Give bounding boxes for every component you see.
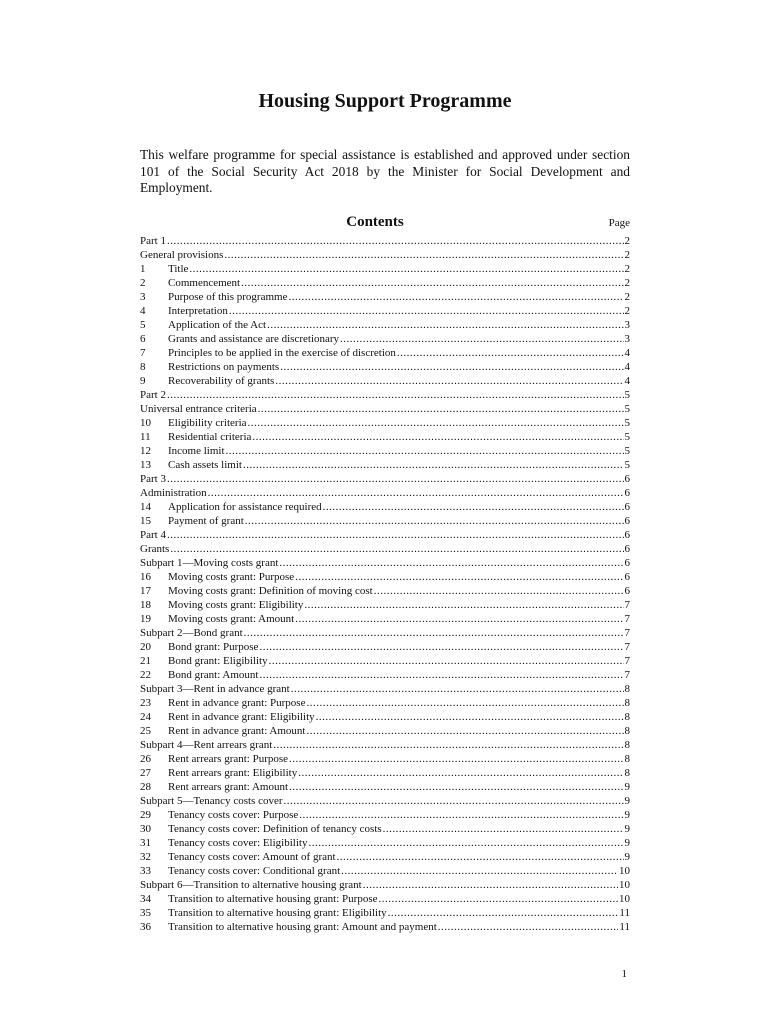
toc-entry-number: 31 bbox=[140, 837, 151, 849]
toc-entry[interactable] bbox=[140, 640, 630, 654]
toc-dot-leader bbox=[229, 304, 624, 318]
toc-entry-page: 6 bbox=[624, 571, 630, 583]
toc-dot-leader bbox=[167, 388, 624, 402]
toc-entry[interactable] bbox=[140, 794, 630, 808]
toc-entry-number: 10 bbox=[140, 417, 151, 429]
toc-entry[interactable] bbox=[140, 710, 630, 724]
toc-entry-title: Part 1 bbox=[140, 235, 166, 247]
toc-entry-title: Interpretation bbox=[168, 305, 228, 317]
toc-dot-leader bbox=[397, 346, 624, 360]
toc-entry[interactable] bbox=[140, 402, 630, 416]
toc-entry-page: 2 bbox=[624, 235, 630, 247]
toc-entry-page: 5 bbox=[624, 445, 630, 457]
toc-entry-title: Bond grant: Eligibility bbox=[168, 655, 268, 667]
toc-entry-title: Commencement bbox=[168, 277, 241, 289]
toc-entry-title: Part 2 bbox=[140, 389, 166, 401]
toc-dot-leader bbox=[259, 668, 623, 682]
toc-entry-page: 6 bbox=[624, 585, 630, 597]
toc-entry-page: 5 bbox=[624, 389, 630, 401]
toc-entry[interactable] bbox=[140, 346, 630, 360]
toc-entry-title: Subpart 6—Transition to alternative housing grant bbox=[140, 879, 362, 891]
toc-entry-title: Moving costs grant: Eligibility bbox=[168, 599, 304, 611]
toc-entry-number: 4 bbox=[140, 305, 146, 317]
toc-entry-title: Moving costs grant: Purpose bbox=[168, 571, 295, 583]
toc-dot-leader bbox=[269, 654, 624, 668]
toc-dot-leader bbox=[167, 472, 624, 486]
toc-entry-page: 6 bbox=[624, 529, 630, 541]
toc-entry[interactable] bbox=[140, 304, 630, 318]
toc-dot-leader bbox=[340, 332, 623, 346]
toc-entry-page: 11 bbox=[619, 921, 630, 933]
toc-dot-leader bbox=[363, 878, 618, 892]
toc-entry-title: Rent arrears grant: Purpose bbox=[168, 753, 289, 765]
toc-entry-page: 2 bbox=[624, 291, 630, 303]
toc-dot-leader bbox=[383, 822, 624, 836]
toc-entry-page: 10 bbox=[619, 879, 630, 891]
toc-entry-page: 6 bbox=[624, 543, 630, 555]
toc-entry-page: 2 bbox=[624, 263, 630, 275]
toc-dot-leader bbox=[243, 458, 624, 472]
page-number: 1 bbox=[621, 968, 627, 980]
toc-entry-title: Rent arrears grant: Amount bbox=[168, 781, 289, 793]
toc-entry-number: 5 bbox=[140, 319, 146, 331]
toc-entry-page: 2 bbox=[624, 277, 630, 289]
toc-dot-leader bbox=[374, 584, 624, 598]
toc-entry-title: Tenancy costs cover: Purpose bbox=[168, 809, 299, 821]
toc-entry[interactable] bbox=[140, 528, 630, 542]
toc-entry-number: 2 bbox=[140, 277, 146, 289]
toc-entry-number: 17 bbox=[140, 585, 151, 597]
toc-entry[interactable] bbox=[140, 332, 630, 346]
toc-entry-title: Part 3 bbox=[140, 473, 166, 485]
toc-entry-title: Subpart 4—Rent arrears grant bbox=[140, 739, 273, 751]
toc-entry-number: 9 bbox=[140, 375, 146, 387]
toc-dot-leader bbox=[273, 738, 623, 752]
toc-entry[interactable] bbox=[140, 276, 630, 290]
toc-entry-title: Purpose of this programme bbox=[168, 291, 288, 303]
toc-entry-title: Recoverability of grants bbox=[168, 375, 275, 387]
toc-entry-number: 32 bbox=[140, 851, 151, 863]
toc-entry-number: 18 bbox=[140, 599, 151, 611]
toc-entry[interactable] bbox=[140, 864, 630, 878]
toc-entry-page: 6 bbox=[624, 473, 630, 485]
toc-entry-number: 8 bbox=[140, 361, 146, 373]
toc-entry[interactable] bbox=[140, 458, 630, 472]
toc-entry[interactable] bbox=[140, 878, 630, 892]
toc-entry-number: 12 bbox=[140, 445, 151, 457]
toc-dot-leader bbox=[226, 444, 624, 458]
toc-dot-leader bbox=[189, 262, 623, 276]
toc-entry[interactable] bbox=[140, 892, 630, 906]
toc-entry[interactable] bbox=[140, 612, 630, 626]
toc-entry[interactable] bbox=[140, 570, 630, 584]
toc-entry-title: Payment of grant bbox=[168, 515, 244, 527]
toc-entry-page: 9 bbox=[624, 851, 630, 863]
toc-entry[interactable] bbox=[140, 738, 630, 752]
toc-entry[interactable] bbox=[140, 556, 630, 570]
toc-entry-page: 8 bbox=[624, 753, 630, 765]
contents-title: Contents bbox=[346, 214, 404, 230]
toc-entry-page: 4 bbox=[624, 347, 630, 359]
toc-entry-title: Subpart 3—Rent in advance grant bbox=[140, 683, 290, 695]
toc-entry-title: Transition to alternative housing grant: Eligibility bbox=[168, 907, 387, 919]
toc-entry[interactable] bbox=[140, 318, 630, 332]
toc-entry-title: Application of the Act bbox=[168, 319, 267, 331]
toc-entry-title: Tenancy costs cover: Amount of grant bbox=[168, 851, 336, 863]
toc-dot-leader bbox=[379, 892, 619, 906]
toc-entry-number: 3 bbox=[140, 291, 146, 303]
toc-entry-number: 34 bbox=[140, 893, 151, 905]
toc-dot-leader bbox=[275, 374, 623, 388]
toc-entry[interactable] bbox=[140, 584, 630, 598]
toc-entry[interactable] bbox=[140, 500, 630, 514]
toc-entry-page: 6 bbox=[624, 501, 630, 513]
toc-entry-page: 9 bbox=[624, 795, 630, 807]
toc-dot-leader bbox=[323, 500, 624, 514]
toc-entry-number: 33 bbox=[140, 865, 151, 877]
toc-entry-number: 14 bbox=[140, 501, 151, 513]
toc-entry-title: Subpart 2—Bond grant bbox=[140, 627, 243, 639]
toc-entry-number: 26 bbox=[140, 753, 151, 765]
toc-entry-title: Moving costs grant: Amount bbox=[168, 613, 295, 625]
toc-entry-title: Principles to be applied in the exercise of discretion bbox=[168, 347, 396, 359]
toc-dot-leader bbox=[304, 598, 623, 612]
toc-entry-page: 10 bbox=[619, 893, 630, 905]
toc-entry[interactable] bbox=[140, 766, 630, 780]
toc-dot-leader bbox=[167, 234, 624, 248]
toc-entry-number: 25 bbox=[140, 725, 151, 737]
toc-dot-leader bbox=[289, 780, 623, 794]
contents-header bbox=[140, 213, 630, 233]
toc-entry-title: Income limit bbox=[168, 445, 225, 457]
toc-entry-page: 4 bbox=[624, 361, 630, 373]
toc-entry-number: 36 bbox=[140, 921, 151, 933]
toc-entry-page: 8 bbox=[624, 725, 630, 737]
toc-entry-number: 24 bbox=[140, 711, 151, 723]
toc-entry[interactable] bbox=[140, 262, 630, 276]
toc-entry-number: 20 bbox=[140, 641, 151, 653]
toc-entry-number: 6 bbox=[140, 333, 146, 345]
toc-dot-leader bbox=[308, 836, 623, 850]
toc-dot-leader bbox=[245, 514, 624, 528]
toc-entry-page: 2 bbox=[624, 305, 630, 317]
toc-entry-page: 7 bbox=[624, 613, 630, 625]
toc-dot-leader bbox=[208, 486, 624, 500]
table-of-contents bbox=[140, 234, 630, 934]
toc-dot-leader bbox=[289, 752, 623, 766]
toc-dot-leader bbox=[388, 906, 619, 920]
toc-entry-number: 28 bbox=[140, 781, 151, 793]
toc-entry-page: 7 bbox=[624, 599, 630, 611]
toc-entry-title: Grants and assistance are discretionary bbox=[168, 333, 340, 345]
toc-dot-leader bbox=[306, 696, 623, 710]
toc-entry[interactable] bbox=[140, 472, 630, 486]
toc-dot-leader bbox=[279, 556, 623, 570]
toc-entry-number: 19 bbox=[140, 613, 151, 625]
toc-entry-title: Part 4 bbox=[140, 529, 166, 541]
toc-entry-number: 16 bbox=[140, 571, 151, 583]
toc-entry-title: Rent arrears grant: Eligibility bbox=[168, 767, 298, 779]
toc-entry-page: 5 bbox=[624, 403, 630, 415]
toc-entry-title: Transition to alternative housing grant: Amount and payment bbox=[168, 921, 437, 933]
toc-entry[interactable] bbox=[140, 248, 630, 262]
toc-entry-page: 8 bbox=[624, 711, 630, 723]
toc-entry[interactable] bbox=[140, 598, 630, 612]
toc-dot-leader bbox=[316, 710, 624, 724]
toc-entry-number: 21 bbox=[140, 655, 151, 667]
toc-entry-page: 6 bbox=[624, 515, 630, 527]
toc-entry-title: Rent in advance grant: Amount bbox=[168, 725, 306, 737]
toc-dot-leader bbox=[267, 318, 623, 332]
toc-entry-title: Residential criteria bbox=[168, 431, 252, 443]
toc-entry[interactable] bbox=[140, 906, 630, 920]
toc-entry[interactable] bbox=[140, 360, 630, 374]
toc-entry-page: 7 bbox=[624, 669, 630, 681]
toc-dot-leader bbox=[167, 528, 624, 542]
toc-dot-leader bbox=[248, 416, 624, 430]
toc-entry-page: 2 bbox=[624, 249, 630, 261]
toc-dot-leader bbox=[252, 430, 623, 444]
toc-entry-number: 27 bbox=[140, 767, 151, 779]
toc-entry-page: 3 bbox=[624, 333, 630, 345]
toc-entry-page: 4 bbox=[624, 375, 630, 387]
toc-dot-leader bbox=[280, 360, 623, 374]
toc-entry-page: 8 bbox=[624, 739, 630, 751]
toc-entry-title: Administration bbox=[140, 487, 207, 499]
toc-entry-number: 30 bbox=[140, 823, 151, 835]
toc-entry[interactable] bbox=[140, 542, 630, 556]
toc-dot-leader bbox=[341, 864, 618, 878]
toc-dot-leader bbox=[337, 850, 624, 864]
toc-entry-page: 8 bbox=[624, 697, 630, 709]
toc-entry-page: 3 bbox=[624, 319, 630, 331]
toc-entry-title: Cash assets limit bbox=[168, 459, 242, 471]
toc-entry-title: Subpart 1—Moving costs grant bbox=[140, 557, 279, 569]
toc-entry-page: 10 bbox=[619, 865, 630, 877]
toc-dot-leader bbox=[288, 290, 623, 304]
toc-entry[interactable] bbox=[140, 668, 630, 682]
document-title: Housing Support Programme bbox=[258, 90, 512, 112]
toc-entry-page: 7 bbox=[624, 655, 630, 667]
toc-dot-leader bbox=[291, 682, 624, 696]
toc-entry-page: 8 bbox=[624, 767, 630, 779]
toc-entry-page: 8 bbox=[624, 683, 630, 695]
toc-dot-leader bbox=[306, 724, 623, 738]
toc-entry-page: 9 bbox=[624, 823, 630, 835]
toc-entry[interactable] bbox=[140, 654, 630, 668]
toc-dot-leader bbox=[258, 402, 624, 416]
toc-entry-title: Application for assistance required bbox=[168, 501, 322, 513]
toc-entry-page: 7 bbox=[624, 627, 630, 639]
toc-entry[interactable] bbox=[140, 290, 630, 304]
toc-entry[interactable] bbox=[140, 514, 630, 528]
toc-entry-page: 5 bbox=[624, 417, 630, 429]
toc-entry-number: 13 bbox=[140, 459, 151, 471]
toc-entry-page: 7 bbox=[624, 641, 630, 653]
toc-entry-title: Title bbox=[168, 263, 189, 275]
toc-entry[interactable] bbox=[140, 430, 630, 444]
toc-dot-leader bbox=[299, 808, 623, 822]
toc-entry-number: 29 bbox=[140, 809, 151, 821]
contents-page-label: Page bbox=[608, 217, 630, 229]
toc-entry-page: 11 bbox=[619, 907, 630, 919]
toc-entry-page: 9 bbox=[624, 809, 630, 821]
toc-entry-title: Universal entrance criteria bbox=[140, 403, 257, 415]
toc-entry-page: 6 bbox=[624, 487, 630, 499]
toc-entry-title: Rent in advance grant: Purpose bbox=[168, 697, 306, 709]
toc-entry[interactable] bbox=[140, 808, 630, 822]
toc-entry-title: Rent in advance grant: Eligibility bbox=[168, 711, 315, 723]
toc-entry-number: 23 bbox=[140, 697, 151, 709]
toc-entry-title: Tenancy costs cover: Definition of tenancy costs bbox=[168, 823, 382, 835]
toc-dot-leader bbox=[241, 276, 623, 290]
toc-dot-leader bbox=[224, 248, 623, 262]
toc-entry-number: 1 bbox=[140, 263, 146, 275]
toc-entry-title: Tenancy costs cover: Eligibility bbox=[168, 837, 308, 849]
intro-paragraph: This welfare programme for special assistance is established and approved under section 101 of the Social Security Act 2018 by the Minister for Social Development and Employment. bbox=[140, 147, 630, 195]
toc-entry-number: 7 bbox=[140, 347, 146, 359]
toc-entry[interactable] bbox=[140, 920, 630, 934]
toc-entry-title: Grants bbox=[140, 543, 170, 555]
toc-entry-title: Moving costs grant: Definition of moving cost bbox=[168, 585, 373, 597]
toc-entry[interactable] bbox=[140, 696, 630, 710]
toc-entry[interactable] bbox=[140, 626, 630, 640]
toc-entry[interactable] bbox=[140, 780, 630, 794]
toc-entry[interactable] bbox=[140, 850, 630, 864]
toc-entry-title: Tenancy costs cover: Conditional grant bbox=[168, 865, 341, 877]
toc-entry[interactable] bbox=[140, 836, 630, 850]
toc-entry-title: Bond grant: Amount bbox=[168, 669, 259, 681]
toc-entry[interactable] bbox=[140, 234, 630, 248]
toc-entry-title: General provisions bbox=[140, 249, 224, 261]
toc-entry-page: 9 bbox=[624, 781, 630, 793]
toc-entry[interactable] bbox=[140, 374, 630, 388]
toc-dot-leader bbox=[295, 570, 623, 584]
toc-entry[interactable] bbox=[140, 752, 630, 766]
toc-entry-title: Restrictions on payments bbox=[168, 361, 280, 373]
toc-entry-page: 5 bbox=[624, 459, 630, 471]
toc-entry[interactable] bbox=[140, 822, 630, 836]
toc-entry-title: Subpart 5—Tenancy costs cover bbox=[140, 795, 283, 807]
toc-entry[interactable] bbox=[140, 682, 630, 696]
toc-entry[interactable] bbox=[140, 724, 630, 738]
toc-dot-leader bbox=[170, 542, 623, 556]
toc-dot-leader bbox=[244, 626, 624, 640]
toc-entry[interactable] bbox=[140, 486, 630, 500]
toc-entry-title: Eligibility criteria bbox=[168, 417, 247, 429]
toc-entry-title: Transition to alternative housing grant: Purpose bbox=[168, 893, 378, 905]
toc-dot-leader bbox=[284, 794, 624, 808]
toc-entry[interactable] bbox=[140, 388, 630, 402]
toc-entry-page: 6 bbox=[624, 557, 630, 569]
toc-entry-title: Bond grant: Purpose bbox=[168, 641, 259, 653]
toc-dot-leader bbox=[295, 612, 623, 626]
toc-entry[interactable] bbox=[140, 444, 630, 458]
toc-entry-number: 35 bbox=[140, 907, 151, 919]
toc-entry-page: 9 bbox=[624, 837, 630, 849]
toc-dot-leader bbox=[438, 920, 619, 934]
toc-entry[interactable] bbox=[140, 416, 630, 430]
toc-entry-number: 22 bbox=[140, 669, 151, 681]
toc-entry-page: 5 bbox=[624, 431, 630, 443]
toc-entry-number: 11 bbox=[140, 431, 151, 443]
toc-entry-number: 15 bbox=[140, 515, 151, 527]
toc-dot-leader bbox=[259, 640, 623, 654]
toc-dot-leader bbox=[298, 766, 623, 780]
